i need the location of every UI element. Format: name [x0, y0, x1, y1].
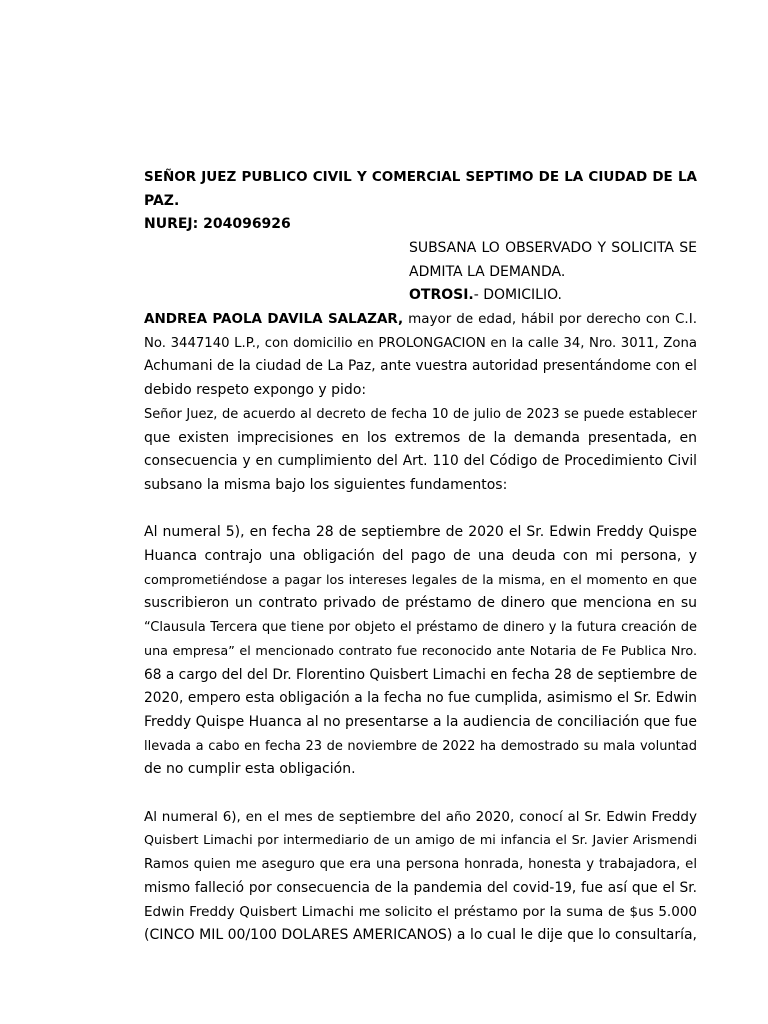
para3-line: Edwin Freddy Quisbert Limachi me solicito el préstamo por la suma de $us 5.000 [144, 903, 697, 920]
para2-line: “Clausula Tercera que tiene por objeto el préstamo de dinero y la futura creación de [144, 620, 697, 636]
intro-line-3: Achumani de la ciudad de La Paz, ante vuestra autoridad presentándome con el [144, 358, 697, 375]
para2-line: 68 a cargo del del Dr. Florentino Quisbert Limachi en fecha 28 de septiembre de [144, 666, 698, 683]
intro-paragraph [144, 308, 697, 948]
otrosi-text: - DOMICILIO. [473, 287, 562, 304]
para2-line: llevada a cabo en fecha 23 de noviembre de 2022 ha demostrado su mala voluntad [144, 738, 697, 754]
petitioner-name: ANDREA PAOLA DAVILA SALAZAR, [144, 311, 404, 327]
intro-line-1 [144, 308, 697, 332]
court-header-line-1: SEÑOR JUEZ PUBLICO CIVIL Y COMERCIAL SEPTIMO DE LA CIUDAD DE LA [144, 169, 697, 185]
para2-line: Al numeral 5), en fecha 28 de septiembre de 2020 el Sr. Edwin Freddy Quispe [144, 524, 697, 541]
otrosi-line [409, 284, 697, 308]
para2-line: Freddy Quispe Huanca al no presentarse a la audiencia de conciliación que fue [144, 713, 697, 730]
para1-line: que existen imprecisiones en los extremos de la demanda presentada, en [144, 429, 697, 446]
para1-line: Señor Juez, de acuerdo al decreto de fecha 10 de julio de 2023 se puede establecer [144, 406, 697, 422]
para2-line: comprometiéndose a pagar los intereses legales de la misma, en el momento en que [144, 572, 697, 588]
otrosi-label: OTROSI. [409, 287, 474, 304]
court-header-line-2: PAZ. [144, 192, 180, 209]
para2-line: suscribieron un contrato privado de préstamo de dinero que menciona en su [144, 595, 697, 612]
para3-line: (CINCO MIL 00/100 DOLARES AMERICANOS) a lo cual le dije que lo consultaría, [144, 927, 697, 944]
para3-line: mismo falleció por consecuencia de la pandemia del covid-19, fue así que el Sr. [144, 879, 697, 896]
para1-line: consecuencia y en cumplimiento del Art. 110 del Código de Procedimiento Civil [144, 453, 697, 470]
intro-line-1-rest: mayor de edad, hábil por derecho con C.I. [403, 311, 697, 327]
para2-line: 2020, empero esta obligación a la fecha no fue cumplida, asimismo el Sr. Edwin [144, 690, 697, 707]
paragraph-gap [144, 498, 697, 522]
para2-line: de no cumplir esta obligación. [144, 761, 356, 778]
para2-line: Huanca contrajo una obligación del pago de una deuda con mi persona, y [144, 548, 697, 565]
nurej-number: NUREJ: 204096926 [144, 216, 291, 233]
court-header [144, 166, 697, 237]
intro-line-2: No. 3447140 L.P., con domicilio en PROLONGACION en la calle 34, Nro. 3011, Zona [144, 335, 697, 351]
para2-line: una empresa” el mencionado contrato fue reconocido ante Notaria de Fe Publica Nro. [144, 643, 697, 659]
intro-line-4: debido respeto expongo y pido: [144, 382, 367, 399]
summary-line-2: ADMITA LA DEMANDA. [409, 263, 566, 280]
paragraph-gap [144, 782, 697, 806]
para3-line: Quisbert Limachi por intermediario de un amigo de mi infancia el Sr. Javier Arismendi [144, 833, 697, 849]
petition-summary [409, 237, 697, 308]
para3-line: Al numeral 6), en el mes de septiembre del año 2020, conocí al Sr. Edwin Freddy [144, 808, 697, 825]
para1-line: subsano la misma bajo los siguientes fundamentos: [144, 476, 508, 493]
para3-line: Ramos quien me aseguro que era una persona honrada, honesta y trabajadora, el [144, 857, 697, 873]
summary-line-1: SUBSANA LO OBSERVADO Y SOLICITA SE [409, 240, 697, 256]
